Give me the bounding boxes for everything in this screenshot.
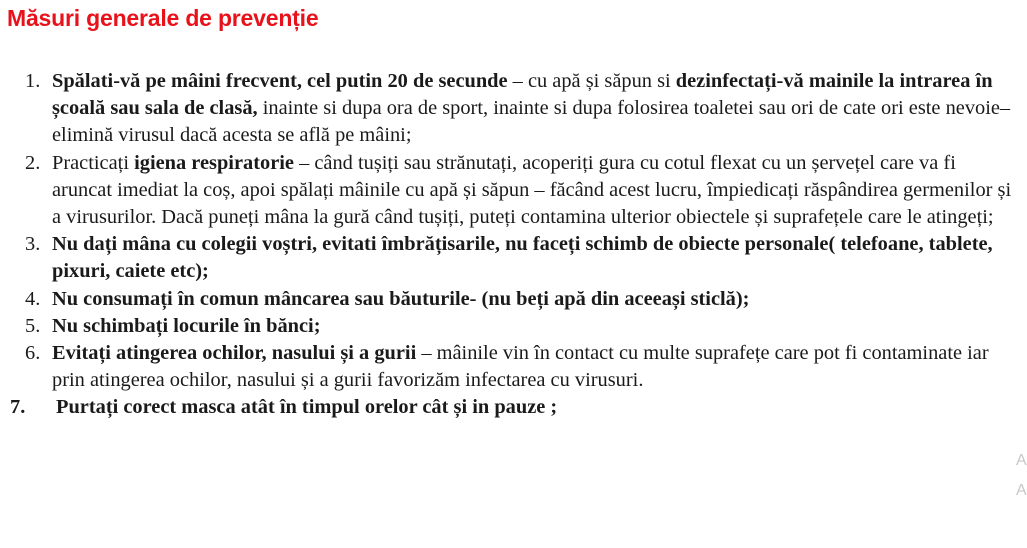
edge-mark: A <box>1016 452 1027 469</box>
list-item-6 <box>0 340 1024 394</box>
item-number: 3. <box>25 233 41 256</box>
item-number: 2. <box>25 151 41 174</box>
item-number: 1. <box>25 70 41 92</box>
item-text: Purtați corect masca atât în timpul orelor cât și in pauze ; <box>56 396 558 419</box>
list-item-4 <box>0 286 1024 313</box>
list-item-2 <box>0 150 1024 232</box>
item-text: Evitați atingerea ochilor, nasului și a gurii – mâinile vin în contact cu multe suprafețe care pot fi contaminate iar prin atingerea ochilor, nasului și a gurii favorizăm infectarea cu virusuri. <box>52 342 989 392</box>
prevention-list <box>0 68 1024 422</box>
item-number: 5. <box>25 314 41 337</box>
item-text: Nu schimbați locurile în bănci; <box>52 314 321 337</box>
item-number: 7. <box>10 396 26 419</box>
edge-mark: A <box>1016 482 1027 499</box>
item-text: Spălati-vă pe mâini frecvent, cel putin 20 de secunde – cu apă și săpun si dezinfectați-vă mainile la intrarea în școală sau sala de clasă, inainte si dupa ora de sport, inainte si dupa folosirea toaletei sau ori de cate ori este nevoie– elimină virusul dacă acesta se află pe mâini; <box>52 70 1011 147</box>
item-number: 6. <box>25 342 41 365</box>
item-number: 4. <box>25 287 41 310</box>
item-text: Nu dați mâna cu colegii voștri, evitati îmbrățisarile, nu faceți schimb de obiecte personale( telefoane, tablete, pixuri, caiete etc); <box>52 233 993 283</box>
item-text: Practicați igiena respiratorie – când tușiți sau strănutați, acoperiți gura cu cotul flexat cu un șervețel care va fi aruncat imediat la coș, apoi spălați mâinile cu apă și săpun – făcând acest lucru, împiedicați răspândirea germenilor și a virusurilor. Dacă puneți mâna la gură când tușiți, puteți contamina ulterior obiectele și suprafețele care le atingeți; <box>52 151 1012 229</box>
list-item-3 <box>0 231 1024 285</box>
page-title: Măsuri generale de prevenție <box>7 5 319 31</box>
item-text: Nu consumați în comun mâncarea sau băuturile- (nu beți apă din aceeași sticlă); <box>52 287 750 310</box>
list-item-1 <box>0 68 1024 150</box>
list-item-7 <box>0 394 1024 421</box>
list-item-5 <box>0 313 1024 340</box>
